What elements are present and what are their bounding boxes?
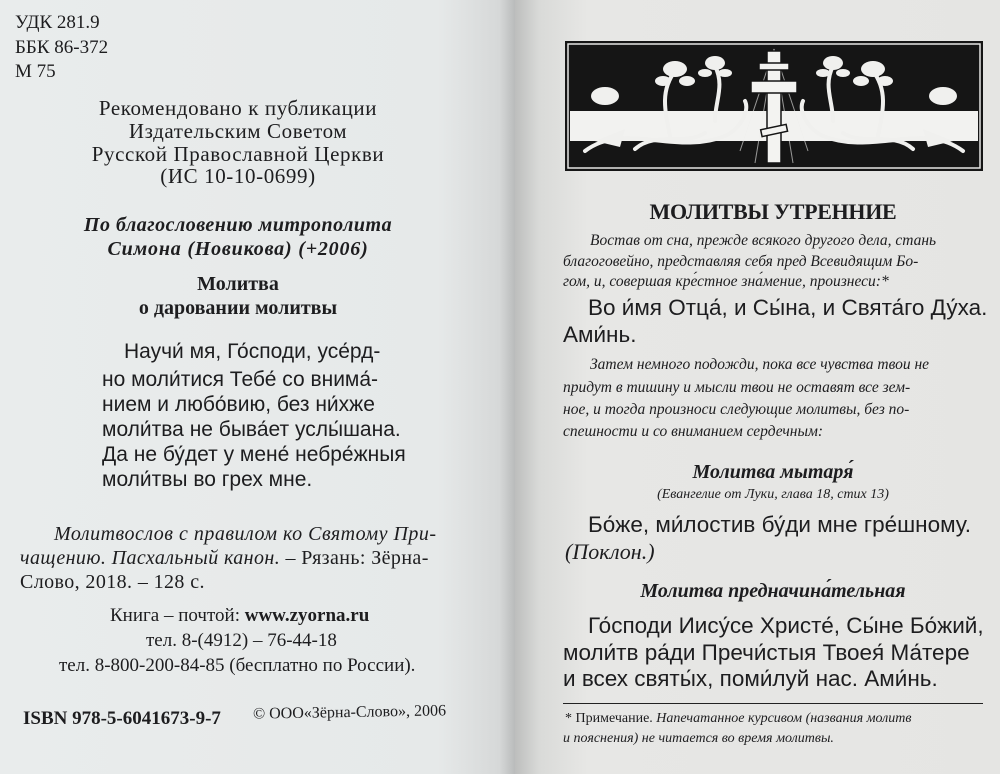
footnote-divider (563, 703, 983, 704)
initial-prayer-line-1: Го́споди Иису́се Христе́, Сы́не Бо́жий, (588, 613, 984, 638)
publican-prayer-source: (Евангелие от Луки, глава 18, стих 13) (657, 487, 889, 502)
instruction-line-1: Затем немного подожди, пока все чувства твои не (590, 356, 930, 373)
recommendation-line-4: (ИС 10-10-0699) (160, 164, 316, 188)
isbn: ISBN 978-5-6041673-9-7 (23, 708, 221, 729)
initial-prayer-line-2: моли́тв ра́ди Пречи́стыя Твоея́ Ма́тере (563, 640, 970, 665)
copyright: © ООО«Зёрна-Слово», 2006 (252, 702, 447, 723)
prayer-line-1: Научи́ мя, Го́споди, усе́рд- (124, 340, 381, 363)
initial-prayer-title: Молитва предначина́тельная (640, 580, 906, 602)
blessing-line-1: По благословению митрополита (83, 214, 393, 236)
cross-lily-ornament-icon (565, 41, 983, 171)
publican-prayer-bow-note: (Поклон.) (565, 539, 655, 564)
invocation-line-1: Во и́мя Отца́, и Сы́на, и Свята́го Ду́ха. (588, 295, 988, 320)
prayer-title-line-2: о даровании молитвы (138, 297, 338, 319)
footnote-line-1 (565, 711, 911, 727)
recommendation-line-3: Русской Православной Церкви (91, 142, 385, 166)
bibliographic-line-1: Молитвослов с правилом ко Святому При- (54, 523, 437, 545)
instruction-line-3: ное, и тогда произноси следующие молитвы, без по- (563, 401, 910, 418)
publican-prayer-title: Молитва мытаря́ (692, 461, 854, 483)
publican-prayer-text: Бо́же, ми́лостив бу́ди мне гре́шному. (588, 512, 972, 537)
initial-prayer-line-3: и всех святы́х, поми́луй нас. Ами́нь. (563, 666, 938, 691)
section-heading: МОЛИТВЫ УТРЕННИЕ (649, 199, 897, 224)
website-link[interactable]: www.zyorna.ru (244, 605, 370, 626)
bibliographic-line-2 (20, 547, 429, 570)
bibliographic-line-3: Слово, 2018. – 128 с. (20, 571, 205, 593)
prayer-line-4: моли́тва не быва́ет услы́шана. (102, 418, 401, 441)
prayer-line-3: нием и любо́вию, без ни́хже (102, 393, 375, 416)
footnote-text-1: Напечатанное курсивом (названия молитв (656, 711, 912, 726)
phone-2: тел. 8-800-200-84-85 (бесплатно по России). (59, 655, 416, 676)
footnote-marker: * (565, 711, 576, 726)
mail-order-line (110, 605, 369, 627)
footnote-line-2: и пояснения) не читается во время молитвы. (563, 731, 834, 746)
phone-1: тел. 8-(4912) – 76-44-18 (146, 630, 337, 651)
prayer-line-5: Да не бу́дет у мене́ небре́жныя (102, 443, 406, 466)
bbk-code: ББК 86-372 (15, 37, 109, 58)
bibliographic-title-end: чащению. Пасхальный канон. (20, 547, 281, 569)
recommendation-line-1: Рекомендовано к публикации (98, 96, 378, 120)
footnote-label: Примечание. (575, 711, 657, 726)
author-mark: М 75 (15, 61, 56, 82)
prayer-line-6: моли́твы во грех мне. (102, 468, 313, 491)
udk-code: УДК 281.9 (15, 12, 100, 33)
instruction-line-2: придут в тишину и мысли твои не оставят все зем- (563, 379, 911, 396)
intro-line-2: благоговейно, представляя себя пред Всевидящим Бо- (563, 253, 919, 270)
mail-order-label: Книга – почтой: (110, 605, 245, 626)
instruction-line-4: спешности и со вниманием сердечным: (563, 423, 824, 440)
invocation-line-2: Ами́нь. (563, 322, 637, 347)
prayer-line-2: но моли́тися Тебе́ со внима́- (102, 368, 379, 391)
intro-line-1: Востав от сна, прежде всякого другого дела, стань (590, 232, 937, 249)
bibliographic-publisher: – Рязань: Зёрна- (280, 547, 429, 569)
intro-line-3: гом, и, совершая кре́стное зна́мение, произнеси:* (563, 273, 889, 290)
prayer-title-line-1: Молитва (197, 273, 279, 295)
blessing-line-2: Симона (Новикова) (+2006) (107, 238, 369, 260)
recommendation-line-2: Издательским Советом (128, 119, 348, 143)
